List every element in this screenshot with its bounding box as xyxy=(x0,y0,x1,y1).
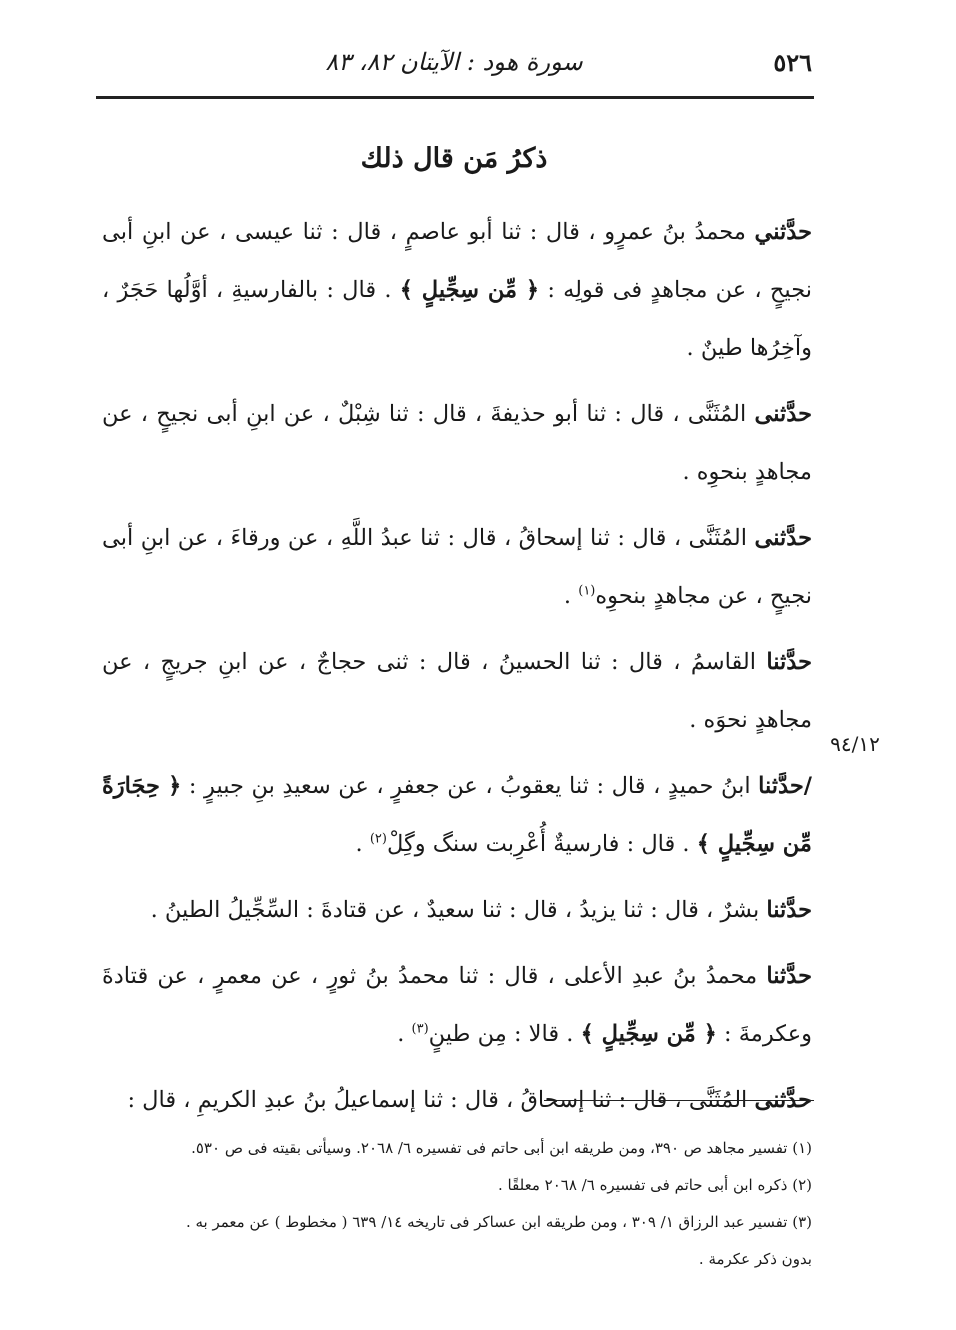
paragraph-lead: حدَّثنا xyxy=(758,773,804,799)
footnote: (١) تفسير مجاهد ص ٣٩٠، ومن طريقه ابن أبى حاتم فى تفسيره ٦/ ٢٠٦٨. وسيأتى بقيته فى ص ٥٣٠. xyxy=(191,1139,812,1157)
paragraph-text: محمدُ بنُ عبدِ الأعلى ، قال : ثنا محمدُ بنُ ثورٍ ، عن معمرٍ ، عن قتادةَ وعكرمةَ : xyxy=(102,963,812,1047)
margin-reference: ٩٤/١٢ xyxy=(830,732,880,756)
paragraph-text: المُثَنَّى ، قال : ثنا إسحاقُ ، قال : ثنا إسماعيلُ بنُ عبدِ الكريمِ ، قال : xyxy=(127,1087,748,1113)
paragraph-lead: حدَّثنا xyxy=(766,649,812,675)
page-number: ٥٢٦ xyxy=(773,48,812,77)
paragraph xyxy=(102,633,812,749)
footnote-ref[interactable]: (٣) xyxy=(411,1021,429,1037)
paragraph xyxy=(102,757,812,873)
footnote-ref[interactable]: (٢) xyxy=(369,831,387,847)
paragraph-text: المُثَنَّى ، قال : ثنا أبو حذيفةَ ، قال : ثنا شِبْلٌ ، عن ابنِ أبى نجيحٍ ، عن مجاهدٍ بنحوِه . xyxy=(102,401,812,485)
paragraph-tail-end: . xyxy=(355,831,370,857)
quran-quote: ﴿ مِّن سِجِّيلٍ ﴾ xyxy=(580,1021,717,1047)
paragraph-text: محمدُ بنُ عمرٍو ، قال : ثنا أبو عاصمٍ ، قال : ثنا عيسى ، عن ابنِ أبى نجيحٍ ، عن مجاهدٍ فى قولِه : xyxy=(102,219,812,303)
footnote-ref[interactable]: (١) xyxy=(578,583,596,599)
footnotes xyxy=(96,1130,812,1278)
paragraph-lead: حدَّثنا xyxy=(766,897,812,923)
paragraph-lead: حدَّثنى xyxy=(754,525,812,551)
paragraph-tail: . xyxy=(563,583,579,609)
paragraph-lead: حدَّثنا xyxy=(766,963,812,989)
footnote: (٢) ذكره ابن أبى حاتم فى تفسيره ٦/ ٢٠٦٨ معلقًا . xyxy=(497,1176,812,1194)
paragraph-text: ابنُ حميدٍ ، قال : ثنا يعقوبُ ، عن جعفرٍ ، عن سعيدِ بنِ جبيرٍ : xyxy=(181,773,751,799)
paragraph-tail: . قال : بالفارسيةِ ، أوَّلُها حَجَرٌ ، وآخِرُها طينٌ . xyxy=(102,277,812,361)
paragraph-tail: . قال : فارسيةٌ أُعْرِبت سنگ وگِلْ xyxy=(386,831,697,857)
main-text xyxy=(102,203,812,1137)
footnote-rule xyxy=(544,1100,814,1101)
paragraph-tail-end: . xyxy=(397,1021,412,1047)
footnote-continuation: بدون ذكر عكرمة . xyxy=(698,1250,812,1268)
paragraph xyxy=(102,881,812,939)
paragraph-tail: . قالا : مِن طينٍ xyxy=(428,1021,581,1047)
paragraph-text: المُثَنَّى ، قال : ثنا إسحاقُ ، قال : ثنا عبدُ اللَّهِ ، عن ورقاءَ ، عن ابنِ أبى نجيحٍ ، عن مجاهدٍ بنحوِه xyxy=(102,525,812,609)
paragraph xyxy=(102,203,812,377)
paragraph xyxy=(102,509,812,625)
section-title: ذكرُ مَن قال ذلك xyxy=(360,143,548,174)
page-header xyxy=(96,48,812,84)
running-title: سورة هود : الآيتان ٨٢، ٨٣ xyxy=(325,48,583,76)
paragraph-lead: حدَّثنى xyxy=(754,1087,812,1113)
footnote: (٣) تفسير عبد الرزاق ١/ ٣٠٩ ، ومن طريقه ابن عساكر فى تاريخه ١٤/ ٦٣٩ ( مخطوط ) عن معمر به . xyxy=(185,1213,812,1231)
paragraph-lead: حدَّثنى xyxy=(754,401,812,427)
paragraph-text: القاسمُ ، قال : ثنا الحسينُ ، قال : ثنى حجاجٌ ، عن ابنِ جريجٍ ، عن مجاهدٍ نحوَه . xyxy=(102,649,812,733)
paragraph xyxy=(102,385,812,501)
paragraph-lead: حدَّثني xyxy=(754,219,812,245)
quran-quote: ﴿ حِجَارَةً مِّن سِجِّيلٍ ﴾ xyxy=(102,773,812,857)
paragraph xyxy=(102,947,812,1063)
paragraph-text: بشرٌ ، قال : ثنا يزيدُ ، قال : ثنا سعيدٌ ، عن قتادةَ : السِّجِّيلُ الطينُ . xyxy=(150,897,760,923)
header-rule xyxy=(96,96,814,99)
quran-quote: ﴿ مِّن سِجِّيلٍ ﴾ xyxy=(399,277,540,303)
page-break-mark: / xyxy=(803,773,812,799)
